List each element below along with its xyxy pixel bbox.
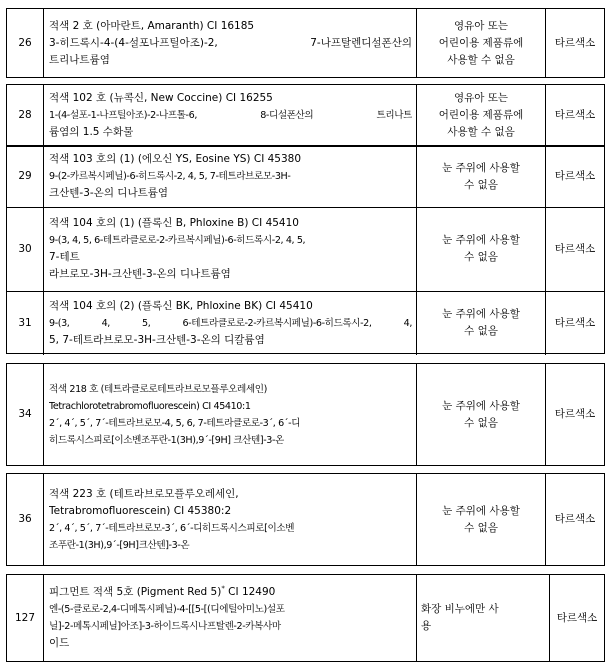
name-line: 닐]-2-메톡시페닐]아조]-3-하이드록시나프탈렌-2-카복사마: [49, 621, 281, 632]
name-line: 적색 223 호 (테트라브로모플루오레세인,: [49, 487, 239, 500]
table-row: [7, 147, 604, 207]
color-name-cell: [44, 147, 417, 207]
category-cell: 타르색소: [546, 474, 605, 565]
usage-restriction-cell: [417, 9, 546, 77]
table-block-34: [6, 363, 605, 466]
name-line: Tetrabromofluorescein) CI 45380:2: [49, 504, 232, 517]
usage-line: 수 없음: [464, 251, 498, 263]
name-line: 륨염의 1.5 수화물: [49, 125, 134, 138]
name-line: 7-테트: [49, 251, 80, 263]
usage-line: 수 없음: [464, 325, 498, 338]
name-line: 트리나트륨염: [49, 53, 110, 66]
name-line: 3-히드록시-4-(4-설포나프틸아조)-2, 7-나프탈렌디설폰산의: [49, 36, 412, 49]
usage-line: 영유아 또는: [453, 91, 509, 104]
name-line: 적색 218 호 (테트라클로로테트라브로모플루오레세인): [49, 383, 267, 395]
name-line: 엔-(5-클로로-2,4-디메톡시페닐)-4-[[5-[(디에틸아미노)설포: [49, 604, 285, 615]
name-line: 크산텐-3-온의 디나트륨염: [49, 187, 169, 200]
table-block-36: [6, 473, 605, 566]
color-name-cell: [44, 291, 417, 355]
name-line: 적색 104 호의 (2) (플록신 BK, Phloxine BK) CI 45410: [49, 299, 313, 312]
usage-line: 수 없음: [464, 178, 498, 191]
name-line: 적색 104 호의 (1) (플록신 B, Phloxine B) CI 45410: [49, 217, 299, 229]
ci-number: CI 12490: [224, 586, 276, 598]
usage-line: 용: [421, 620, 432, 632]
table-row: [7, 364, 604, 465]
usage-line: 영유아 또는: [453, 19, 509, 32]
row-number: 34: [18, 408, 32, 420]
row-number: 30: [18, 242, 32, 255]
table-row: [7, 85, 604, 145]
name-line: 2´, 4´, 5´, 7´-테트라브로모-4, 5, 6, 7-테트라클로로-3´, 6´-디: [49, 417, 301, 429]
name-line: [49, 584, 412, 601]
usage-restriction-cell: [417, 291, 546, 355]
color-name-cell: [44, 85, 417, 145]
name-line: 2´, 4´, 5´, 7´-테트라브로모-3´, 6´-디히드록시스피로[이소벤: [49, 522, 295, 534]
category-cell: 타르색소: [546, 9, 605, 77]
color-name-cell: [44, 9, 417, 77]
usage-restriction-cell: [417, 364, 546, 465]
usage-restriction-cell: [417, 85, 546, 145]
name-line: 히드록시스피로[이소벤조푸란-1(3H),9´-[9H] 크산텐]-3-온: [49, 434, 284, 446]
table-block-29-31: [6, 146, 605, 354]
row-number: 29: [18, 170, 32, 183]
usage-line: 눈 주위에 사용할: [442, 504, 520, 517]
table-row: [7, 291, 604, 355]
usage-line: 눈 주위에 사용할: [442, 399, 520, 412]
table-block-127: [6, 574, 605, 662]
usage-restriction-cell: [417, 207, 546, 291]
category-cell: 타르색소: [546, 364, 605, 465]
table-block-26: [6, 8, 605, 78]
category-cell: 타르색소: [546, 291, 605, 355]
row-number: 31: [18, 316, 32, 329]
name-line: 라브로모-3H-크산텐-3-온의 디나트륨염: [49, 268, 231, 280]
category-cell: 타르색소: [546, 207, 605, 291]
table-row: [7, 207, 604, 291]
footnote-mark: *: [221, 584, 225, 593]
usage-line: 어린이용 제품류에: [438, 36, 524, 49]
usage-line: 사용할 수 없음: [447, 53, 515, 66]
usage-line: 눈 주위에 사용할: [442, 161, 520, 174]
color-name-cell: [44, 474, 417, 565]
row-number: 28: [18, 108, 32, 121]
usage-restriction-cell: [417, 474, 546, 565]
usage-line: 수 없음: [464, 416, 498, 429]
name-line: 9-(3, 4, 5, 6-테트라클로로-2-카르복시페닐)-6-히드록시-2, 4,: [49, 317, 412, 329]
name-line: 1-(4-설포-1-나프틸아조)-2-나프톨-6, 8-디설폰산의 트리나트: [49, 109, 412, 121]
color-name-cell: [44, 207, 417, 291]
usage-line: 수 없음: [464, 521, 498, 534]
name-text: 피그먼트 적색 5호 (Pigment Red 5): [49, 586, 222, 598]
color-name-cell: [44, 364, 417, 465]
row-number: 36: [18, 513, 32, 525]
usage-line: 화장 비누에만 사: [421, 603, 499, 615]
usage-line: 사용할 수 없음: [447, 125, 515, 138]
color-name-cell: [44, 575, 417, 661]
name-line: 9-(2-카르복시페닐)-6-히드록시-2, 4, 5, 7-테트라브로모-3H-: [49, 171, 291, 183]
name-line: 조푸란-1(3H),9´-[9H]크산텐]-3-온: [49, 539, 190, 551]
row-number: 26: [18, 36, 32, 49]
category-cell: 타르색소: [546, 85, 605, 145]
category-cell: 타르색소: [546, 147, 605, 207]
table-row: [7, 575, 604, 661]
usage-line: 눈 주위에 사용할: [442, 234, 520, 246]
name-line: 이드: [49, 637, 70, 649]
row-number: 127: [14, 611, 36, 624]
table-row: [7, 474, 604, 565]
name-line: 9-(3, 4, 5, 6-테트라클로로-2-카르복시페닐)-6-히드록시-2, 4, 5,: [49, 235, 306, 246]
table-row: [7, 9, 604, 77]
name-line: 적색 103 호의 (1) (에오신 YS, Eosine YS) CI 45380: [49, 153, 302, 166]
name-line: 적색 2 호 (아마란트, Amaranth) CI 16185: [49, 19, 255, 32]
name-line: 5, 7-테트라브로모-3H-크산텐-3-온의 디칼륨염: [49, 333, 265, 346]
usage-restriction-cell: [417, 575, 550, 661]
name-line: 적색 102 호 (뉴콕신, New Coccine) CI 16255: [49, 91, 273, 104]
usage-restriction-cell: [417, 147, 546, 207]
table-block-28: [6, 84, 605, 146]
category-cell: 타르색소: [550, 575, 605, 661]
usage-line: 눈 주위에 사용할: [442, 308, 520, 321]
name-line: Tetrachlorotetrabromofluorescein) CI 45410:1: [49, 400, 251, 412]
usage-line: 어린이용 제품류에: [438, 108, 524, 121]
